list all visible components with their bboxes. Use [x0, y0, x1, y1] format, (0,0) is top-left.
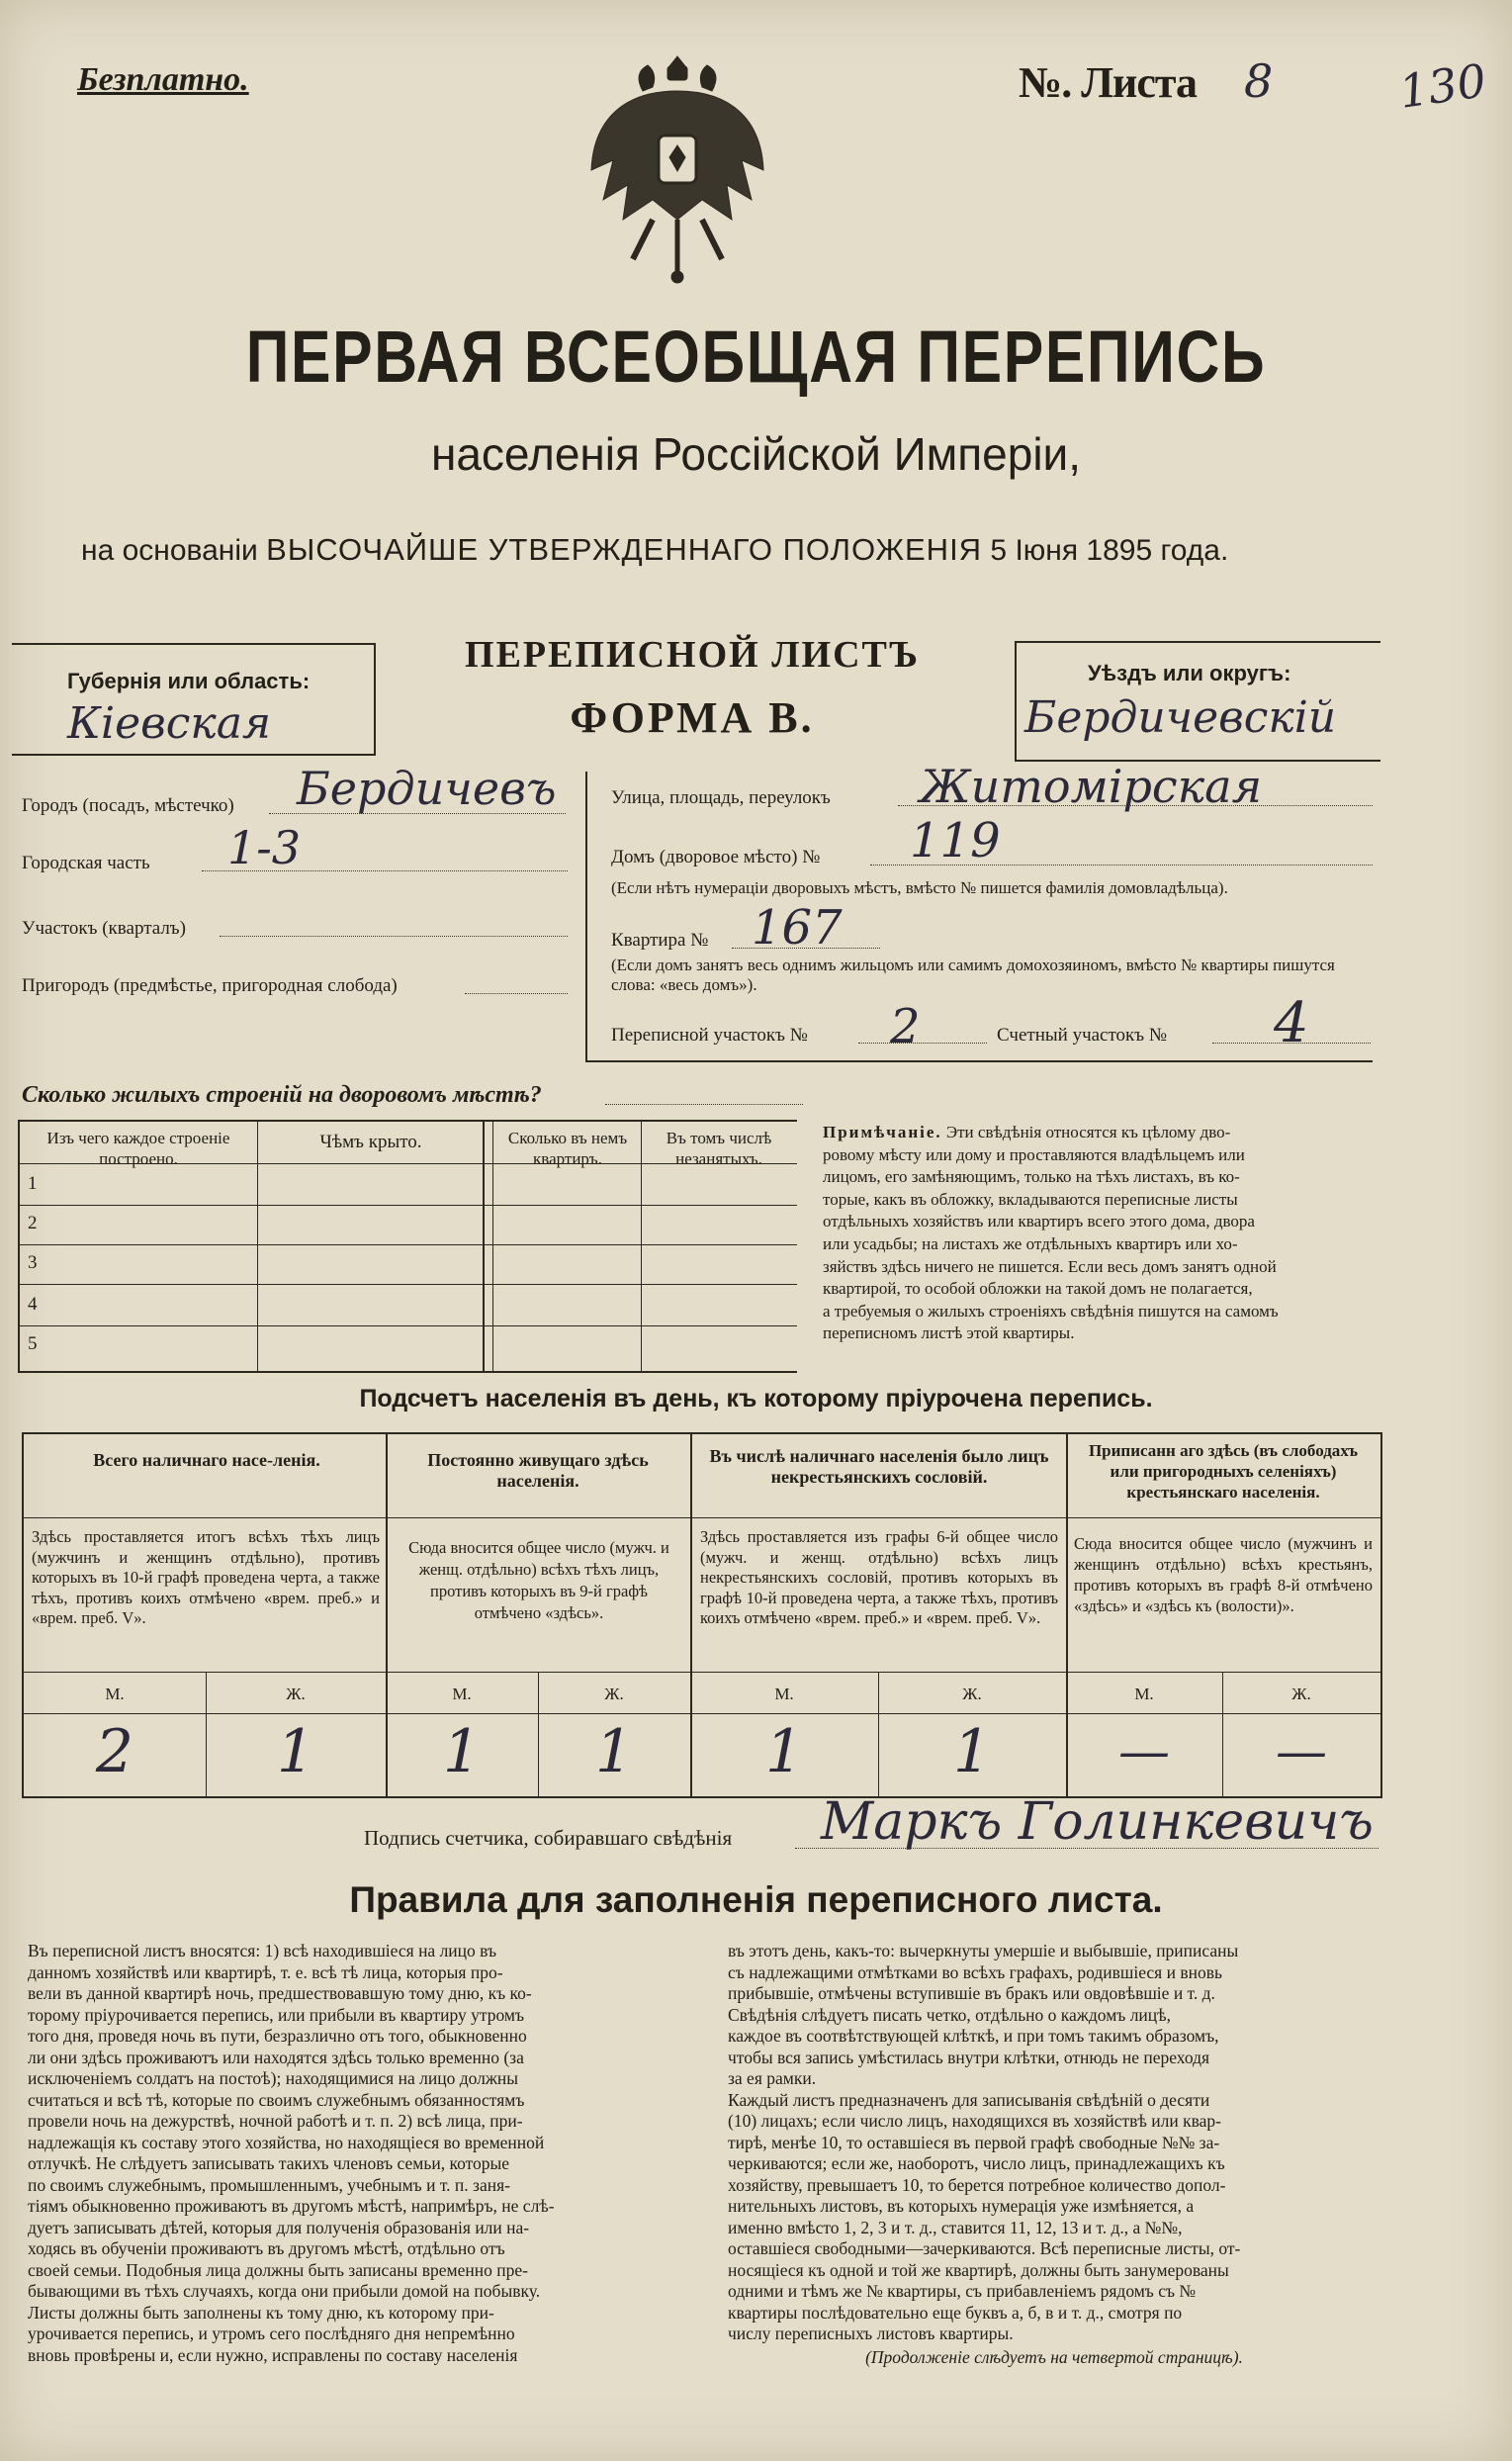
buildings-header-apartments: Сколько въ немъ квартиръ.	[507, 1129, 628, 1168]
population-col1-desc: Здѣсь проставляется итогъ всѣхъ тѣхъ лицъ (мужчинъ и женщинъ отдѣльно), противъ которыхъ въ 10-й графѣ проведена черта, а также тѣхъ, противъ коихъ отмѣчено «врем. преб.» и «врем. преб. V».	[32, 1527, 380, 1627]
population-col1-m-label: М.	[105, 1685, 125, 1703]
rules-line: въ этотъ день, какъ-то: вычеркнуты умершіе и выбывшіе, приписаны	[728, 1941, 1239, 1960]
apartment-value: 167	[752, 900, 843, 956]
signature-label: Подпись счетчика, собиравшаго свѣдѣнія	[364, 1826, 733, 1850]
house-value: 119	[910, 813, 1001, 868]
rules-line: Листы должны быть заполнены къ тому дню, къ которому при-	[28, 2302, 494, 2323]
rules-line: оставшіеся свободными—зачеркиваются. Всѣ переписные листы, от-	[728, 2238, 1241, 2258]
rules-line: квартиры послѣдовательно еще буквъ а, б, в и т. д., смотря по	[728, 2302, 1183, 2323]
population-col2-desc: Сюда вносится общее число (мужч. и женщ. отдѣльно) всѣхъ тѣхъ лицъ, противъ которыхъ въ 9-й графѣ отмѣчено «здѣсь».	[408, 1538, 669, 1622]
main-title: ПЕРВАЯ ВСЕОБЩАЯ ПЕРЕПИСЬ	[245, 316, 1267, 398]
census-district-line	[858, 1043, 987, 1044]
buildings-row-line	[20, 1284, 797, 1285]
buildings-table	[18, 1120, 797, 1373]
rules-line: надлежащія къ составу этого хозяйства, но находящіеся во временной	[28, 2132, 545, 2152]
population-col2-header: Постоянно живущаго здѣсь населенія.	[427, 1450, 649, 1491]
population-title: Подсчетъ населенія въ день, къ которому пріурочена перепись.	[359, 1385, 1153, 1413]
rules-line: одними и тѣмъ же № квартиры, съ прибавленіемъ рядомъ съ №	[728, 2281, 1197, 2301]
note-line: Эти свѣдѣнія относятся къ цѣлому дво-	[945, 1123, 1231, 1141]
rules-line: съ надлежащими отмѣтками во всѣхъ графахъ, родившіеся и вновь	[728, 1961, 1222, 1982]
note-line: а требуемыя о жилыхъ строеніяхъ свѣдѣнія пишутся на самомъ	[823, 1301, 1279, 1321]
rules-line: тіямъ обыкновенно проживаютъ въ другомъ мѣстѣ, напримѣръ, не слѣ-	[28, 2196, 555, 2216]
rules-line: вновь провѣрены и, если нужно, исправлены по составу населенія	[28, 2344, 518, 2365]
buildings-row-number: 2	[28, 1213, 38, 1233]
rules-line: бывающими въ тѣхъ случаяхъ, когда они прибыли домой на побывку.	[28, 2281, 541, 2301]
rules-title: Правила для заполненія переписного листа.	[349, 1879, 1163, 1920]
rules-left-column	[28, 1941, 690, 2366]
note-line: переписномъ листѣ этой квартиры.	[823, 1323, 1075, 1343]
form-name: ФОРМА В.	[570, 693, 815, 742]
population-col2-m-value: 1	[442, 1717, 482, 1786]
rules-line: именно вмѣсто 1, 2, 3 и т. д., ставится 11, 12, 13 и т. д., а №№,	[728, 2217, 1183, 2237]
basis-date: 5 Іюня 1895 года.	[990, 534, 1229, 567]
rules-line: Въ переписной листъ вносятся: 1) всѣ находившіеся на лицо въ	[28, 1941, 497, 1960]
rules-line: нительныхъ листовъ, въ которыхъ нумерація уже измѣняется, а	[728, 2196, 1195, 2216]
city-part-label: Городская часть	[22, 853, 150, 873]
note-title: Примѣчаніе.	[823, 1123, 942, 1141]
buildings-row-line	[20, 1205, 797, 1206]
population-col4-m-label: М.	[1134, 1685, 1154, 1703]
rules-line: провели ночь на дежурствѣ, ночной работѣ и т. п. 2) всѣ лица, при-	[28, 2111, 523, 2131]
address-divider	[585, 772, 587, 1060]
buildings-question: Сколько жилыхъ строеній на дворовомъ мѣстѣ?	[22, 1082, 542, 1108]
population-col1-header: Всего наличнаго насе-ленія.	[93, 1450, 320, 1470]
population-col1-m-value: 2	[95, 1717, 134, 1786]
street-value: Житомірская	[920, 760, 1263, 813]
district-label: Участокъ (кварталъ)	[22, 918, 186, 939]
rules-line: считаться и всѣ тѣ, которые по своимъ служебнымъ обязанностямъ	[28, 2089, 525, 2110]
rules-line: по своимъ служебнымъ, промышленнымъ, учебнымъ и т. п. заня-	[28, 2174, 510, 2195]
population-col4-f-label: Ж.	[1291, 1685, 1311, 1703]
note-line: торые, какъ въ обложку, вкладываются переписные листы	[823, 1189, 1238, 1209]
district-line	[220, 936, 568, 937]
buildings-header-vacant: Въ томъ числѣ незанятыхъ.	[666, 1129, 772, 1168]
suburb-line	[465, 993, 568, 994]
population-col4-desc: Сюда вносится общее число (мужчинъ и женщинъ отдѣльно) всѣхъ крестьянъ, противъ которыхъ въ графѣ 8-й отмѣчено «здѣсь» и «здѣсь къ (волости)».	[1074, 1534, 1373, 1615]
city-part-value: 1-3	[227, 821, 302, 874]
rules-line: носящіеся къ одной и той же квартирѣ, должны быть занумерованы	[728, 2259, 1229, 2280]
double-headed-eagle-icon	[583, 51, 771, 289]
address-bottom-line	[585, 1060, 1373, 1062]
rules-line: вели въ данной квартирѣ ночь, предшествовавшую тому дню, къ ко-	[28, 1983, 532, 2003]
rules-line: того дня, проведя ночь въ пути, безразлично отъ того, обыкновенно	[28, 2026, 527, 2046]
rules-line: Свѣдѣнія слѣдуетъ писать четко, отдѣльно о каждомъ лицѣ,	[728, 2004, 1172, 2025]
sheet-number-label: №. Листа	[1019, 58, 1198, 107]
rules-line: исключеніемъ солдатъ на постоѣ); находящимися на лицо должны	[28, 2068, 519, 2088]
buildings-header-roof: Чѣмъ крыто.	[319, 1132, 422, 1152]
guberniya-bottom-line	[12, 754, 376, 756]
house-label: Домъ (дворовое мѣсто) №	[611, 847, 821, 867]
note-line: ровому мѣсту или дому и проставляются владѣльцемъ или	[823, 1144, 1245, 1164]
rules-line: хозяйству, превышаетъ 10, то берется потребное количество допол-	[728, 2174, 1226, 2195]
population-col2-m-label: М.	[452, 1685, 472, 1703]
city-label: Городъ (посадъ, мѣстечко)	[22, 795, 234, 816]
buildings-col-divider-4	[641, 1122, 642, 1371]
sheet-number-value: 8	[1244, 54, 1274, 108]
note-line: квартирой, то особой обложки на такой домъ не полагается,	[823, 1279, 1253, 1299]
buildings-row-line	[20, 1325, 797, 1326]
population-col1-f-value: 1	[276, 1717, 315, 1786]
guberniya-label: Губернія или область:	[67, 669, 311, 693]
population-col3-f-label: Ж.	[962, 1685, 982, 1703]
population-col1-f-label: Ж.	[286, 1685, 306, 1703]
buildings-header-material: Изъ чего каждое строеніе построено.	[46, 1129, 230, 1168]
buildings-row-number: 5	[28, 1333, 38, 1354]
basis-line	[81, 532, 1228, 568]
rules-line: своей семьи. Подобныя лица должны быть записаны временно пре-	[28, 2259, 528, 2280]
rules-line: (10) лицахъ; если число лицъ, находящихся въ хозяйствѣ или квар-	[728, 2111, 1222, 2131]
city-value: Бердичевъ	[297, 762, 557, 815]
suburb-label: Пригородъ (предмѣстье, пригородная слобода)	[22, 975, 398, 996]
rules-line: чтобы вся запись умѣстилась внутри клѣтки, отнюдь не переходя	[728, 2047, 1210, 2067]
count-district-value: 4	[1274, 991, 1309, 1055]
note-line: или усадьбы; на листахъ же отдѣльныхъ квартиръ или хо-	[823, 1233, 1238, 1253]
rules-line: торому пріурочивается перепись, или прибыли въ квартиру утромъ	[28, 2004, 525, 2025]
note-block	[823, 1122, 1382, 1345]
uezd-left-line	[1015, 641, 1017, 762]
apartment-note: (Если домъ занятъ весь однимъ жильцомъ или самимъ домохозяиномъ, вмѣсто № квартиры пишутся слова: «весь домъ»).	[611, 956, 1335, 994]
population-col2-f-label: Ж.	[604, 1685, 624, 1703]
buildings-row-line	[20, 1244, 797, 1245]
uezd-top-line	[1015, 641, 1380, 643]
rules-line: числу переписныхъ листовъ квартиры.	[728, 2324, 1014, 2343]
population-mf-line	[24, 1672, 1380, 1673]
uezd-label: Уѣздъ или округъ:	[1088, 661, 1291, 685]
buildings-col-divider-2	[483, 1122, 485, 1371]
population-col2-f-value: 1	[594, 1717, 634, 1786]
count-district-label: Счетный участокъ №	[997, 1025, 1167, 1046]
population-col3-m-value: 1	[764, 1717, 804, 1786]
rules-line: урочивается перепись, и утромъ сего послѣдняго дня непремѣнно	[28, 2324, 515, 2343]
rules-line: прибывшіе, отмѣчены вступившіе въ бракъ или овдовѣвшіе и т. д.	[728, 1983, 1215, 2003]
rules-line: отлучкѣ. Не слѣдуетъ записывать такихъ членовъ семьи, которые	[28, 2153, 510, 2173]
basis-main: ВЫСОЧАЙШЕ УТВЕРЖДЕННАГО ПОЛОЖЕНІЯ	[266, 532, 983, 567]
population-col4-header: Приписанн аго здѣсь (въ слободахъ или пригородныхъ селеніяхъ) крестьянскаго населенія.	[1088, 1441, 1359, 1502]
basis-prefix: на основаніи	[81, 534, 258, 567]
rules-line: за ея рамки.	[728, 2068, 817, 2088]
street-label: Улица, площадь, переулокъ	[611, 787, 831, 808]
population-values-line	[24, 1713, 1380, 1714]
population-col4-f-value: —	[1276, 1722, 1327, 1781]
rules-line: ли они здѣсь проживаютъ или находятся здѣсь только временно (за	[28, 2047, 524, 2067]
population-col3-m-label: М.	[774, 1685, 794, 1703]
guberniya-right-line	[374, 643, 376, 754]
rules-continued: (Продолженіе слѣдуетъ на четвертой страницѣ).	[865, 2346, 1243, 2367]
uezd-value: Бердичевскій	[1024, 692, 1337, 743]
guberniya-value: Кіевская	[67, 698, 272, 749]
buildings-col-divider-1	[257, 1122, 258, 1371]
note-line: отдѣльныхъ хозяйствъ или квартиръ всего этого дома, двора	[823, 1212, 1255, 1231]
census-district-value: 2	[890, 999, 921, 1054]
rules-line: тирѣ, менѣе 10, то оставшіеся въ первой графѣ свободные №№ за-	[728, 2132, 1220, 2152]
census-district-label: Переписной участокъ №	[611, 1025, 808, 1046]
subtitle: населенія Россійской Имперіи,	[430, 428, 1082, 480]
apartment-label: Квартира №	[611, 930, 709, 951]
population-col3-header: Въ числѣ наличнаго населенія было лицъ некрестьянскихъ сословій.	[709, 1446, 1049, 1487]
buildings-row-number: 3	[28, 1252, 38, 1273]
population-header-line	[1066, 1517, 1380, 1518]
note-line: лицомъ, его замѣняющимъ, только на тѣхъ листахъ, въ ко-	[823, 1167, 1240, 1187]
rules-right-column	[728, 1941, 1380, 2368]
rules-line: Каждый листъ предназначенъ для записыванія свѣдѣній о десяти	[728, 2089, 1210, 2110]
buildings-col-divider-3	[492, 1122, 493, 1371]
signature-value: Маркъ Голинкевичъ	[821, 1792, 1374, 1852]
population-col3-desc: Здѣсь проставляется изъ графы 6-й общее число (мужч. и женщ. отдѣльно) всѣхъ лицъ некрестьянскихъ сословій, противъ которыхъ въ графѣ 10-й проведена черта, а также тѣхъ, противъ коихъ отмѣчено «врем. преб.» и «врем. преб. V».	[700, 1527, 1058, 1627]
rules-line: данномъ хозяйствѣ или квартирѣ, т. е. всѣ тѣ лица, которыя про-	[28, 1961, 503, 1982]
population-header-line	[24, 1517, 1066, 1518]
rules-line: черкиваются; если же, наоборотъ, число лицъ, принадлежащихъ къ	[728, 2153, 1225, 2173]
buildings-question-line	[605, 1104, 803, 1105]
rules-line: ходясь въ обученіи проживаютъ въ другомъ мѣстѣ, отдѣльно отъ	[28, 2238, 505, 2258]
free-label: Безплатно.	[77, 61, 249, 98]
buildings-row-number: 1	[28, 1173, 38, 1194]
buildings-row-number: 4	[28, 1294, 38, 1315]
rules-line: каждое въ соотвѣтствующей клѣткѣ, и при томъ такимъ образомъ,	[728, 2026, 1219, 2046]
population-table	[22, 1432, 1382, 1798]
house-note: (Если нѣтъ нумераціи дворовыхъ мѣстъ, вмѣсто № пишется фамилія домовладѣльца).	[611, 878, 1228, 897]
population-col4-m-value: —	[1118, 1722, 1170, 1781]
corner-archive-number: 130	[1395, 53, 1490, 119]
note-line: зяйствъ здѣсь ничего не пишется. Если весь домъ занятъ одной	[823, 1256, 1277, 1276]
sheet-title: ПЕРЕПИСНОЙ ЛИСТЪ	[465, 634, 920, 676]
guberniya-top-line	[12, 643, 376, 645]
rules-line: дуетъ записывать дѣтей, которыя для полученія образованія или на-	[28, 2217, 530, 2237]
population-col3-f-value: 1	[952, 1717, 992, 1786]
